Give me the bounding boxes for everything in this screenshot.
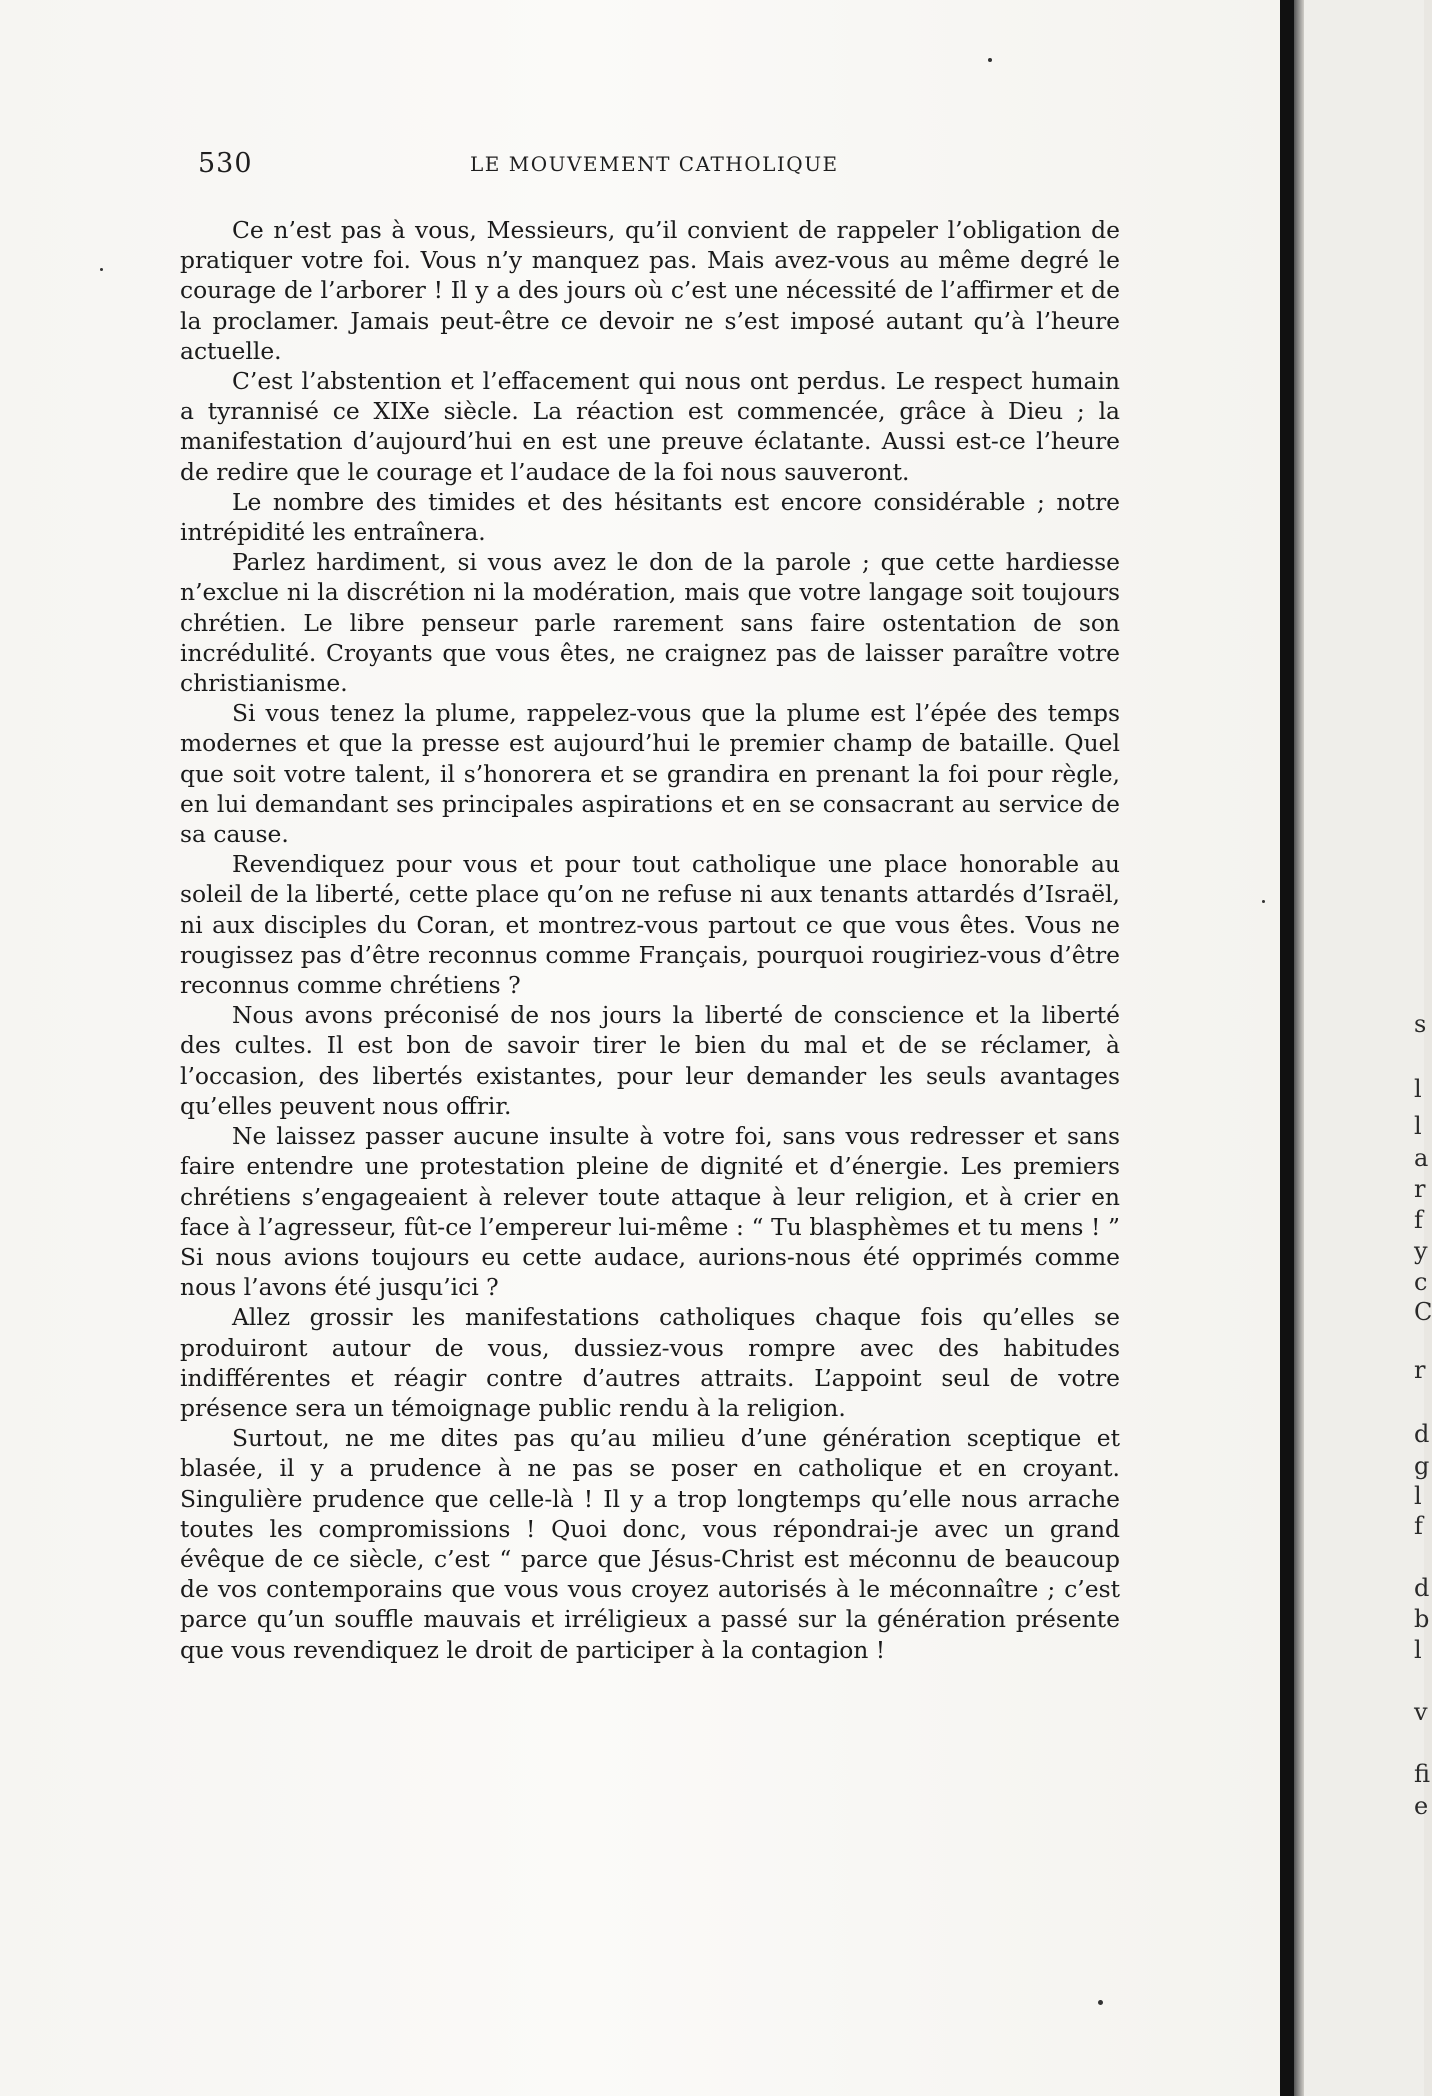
paragraph-5: Si vous tenez la plume, rappelez-vous que la plume est l’épée des temps modernes et que la presse est aujourd’hui le premier champ de bataille. Quel que soit votre talent, il s’honorera et se grandira en prenant la foi pour règle, en lui demandant ses principales aspirations et en se consacrant au service de sa cause.	[180, 699, 1120, 849]
page-number: 530	[198, 148, 253, 179]
next-page-fragment: l	[1414, 1636, 1422, 1664]
scan-speck	[100, 268, 103, 271]
next-page-fragment: C	[1414, 1298, 1432, 1326]
next-page-fragment: l	[1414, 1482, 1422, 1510]
next-page-fragment: d	[1414, 1420, 1430, 1448]
next-page-fragment: v	[1414, 1698, 1428, 1726]
paragraph-6: Revendiquez pour vous et pour tout catholique une place honorable au soleil de la liberté, cette place qu’on ne refuse ni aux tenants attardés d’Israël, ni aux disciples du Coran, et montrez-vous partout ce que vous êtes. Vous ne rougissez pas d’être reconnus comme Français, pourquoi rougiriez-vous d’être reconnus comme chrétiens ?	[180, 850, 1120, 1000]
paragraph-7: Nous avons préconisé de nos jours la liberté de conscience et la liberté des cultes. Il est bon de savoir tirer le bien du mal et de se réclamer, à l’occasion, des libertés existantes, pour leur demander les seuls avantages qu’elles peuvent nous offrir.	[180, 1001, 1120, 1120]
next-page-fragment: fi	[1414, 1760, 1431, 1788]
scan-speck	[1262, 900, 1265, 903]
next-page-fragment: r	[1414, 1356, 1426, 1384]
next-page-fragment: c	[1414, 1268, 1428, 1296]
next-page-fragment: b	[1414, 1605, 1430, 1633]
scan-speck	[1098, 2000, 1103, 2005]
body-text	[180, 215, 1120, 1665]
gutter-shadow	[1294, 0, 1304, 2096]
paragraph-4: Parlez hardiment, si vous avez le don de la parole ; que cette hardiesse n’exclue ni la discrétion ni la modération, mais que votre langage soit toujours chrétien. Le libre penseur parle rarement sans faire ostentation de son incrédulité. Croyants que vous êtes, ne craignez pas de laisser paraître votre christianisme.	[180, 548, 1120, 698]
next-page-fragment: d	[1414, 1574, 1430, 1602]
next-page-fragment: l	[1414, 1075, 1422, 1103]
next-page-fragment: a	[1414, 1144, 1429, 1172]
next-page-fragment: r	[1414, 1175, 1426, 1203]
paragraph-8: Ne laissez passer aucune insulte à votre foi, sans vous redresser et sans faire entendre une protestation pleine de dignité et d’énergie. Les premiers chrétiens s’engageaient à relever toute attaque à leur religion, et à crier en face à l’agresseur, fût-ce l’empereur lui-même : “ Tu blasphèmes et tu mens ! ” Si nous avions toujours eu cette audace, aurions-nous été opprimés comme nous l’avons été jusqu’ici ?	[180, 1122, 1120, 1302]
paragraph-10: Surtout, ne me dites pas qu’au milieu d’une génération sceptique et blasée, il y a prudence à ne pas se poser en catholique et en croyant. Singulière prudence que celle-là ! Il y a trop longtemps qu’elle nous arrache toutes les compromissions ! Quoi donc, vous répondrai-je avec un grand évêque de ce siècle, c’est “ parce que Jésus-Christ est méconnu de beaucoup de vos contemporains que vous vous croyez autorisés à le méconnaître ; c’est parce qu’un souffle mauvais et irréligieux a passé sur la génération présente que vous revendiquez le droit de participer à la contagion !	[180, 1424, 1120, 1664]
next-page-fragment: e	[1414, 1792, 1429, 1820]
running-title: LE MOUVEMENT CATHOLIQUE	[470, 152, 839, 176]
paragraph-3: Le nombre des timides et des hésitants est encore considérable ; notre intrépidité les entraînera.	[180, 487, 1120, 547]
scan-speck	[988, 58, 992, 62]
next-page-fragment: y	[1414, 1237, 1428, 1265]
next-page-fragment: f	[1414, 1512, 1423, 1540]
paragraph-9: Allez grossir les manifestations catholiques chaque fois qu’elles se produiront autour de vous, dussiez-vous rompre avec des habitudes indifférentes et réagir contre d’autres attraits. L’appoint seul de votre présence sera un témoignage public rendu à la religion.	[180, 1303, 1120, 1422]
next-page-fragment: f	[1414, 1206, 1423, 1234]
book-gutter	[1280, 0, 1294, 2096]
next-page-fragment: l	[1414, 1112, 1422, 1140]
next-page-fragment: s	[1414, 1010, 1427, 1038]
adjacent-page-edge	[1304, 0, 1432, 2096]
paragraph-2: C’est l’abstention et l’effacement qui nous ont perdus. Le respect humain a tyrannisé ce XIXe siècle. La réaction est commencée, grâce à Dieu ; la manifestation d’aujourd’hui en est une preuve éclatante. Aussi est-ce l’heure de redire que le courage et l’audace de la foi nous sauveront.	[180, 367, 1120, 486]
next-page-fragment: g	[1414, 1452, 1430, 1480]
paragraph-1: Ce n’est pas à vous, Messieurs, qu’il convient de rappeler l’obligation de pratiquer votre foi. Vous n’y manquez pas. Mais avez-vous au même degré le courage de l’arborer ! Il y a des jours où c’est une nécessité de l’affirmer et de la proclamer. Jamais peut-être ce devoir ne s’est imposé autant qu’à l’heure actuelle.	[180, 216, 1120, 365]
page-header	[198, 148, 1128, 188]
